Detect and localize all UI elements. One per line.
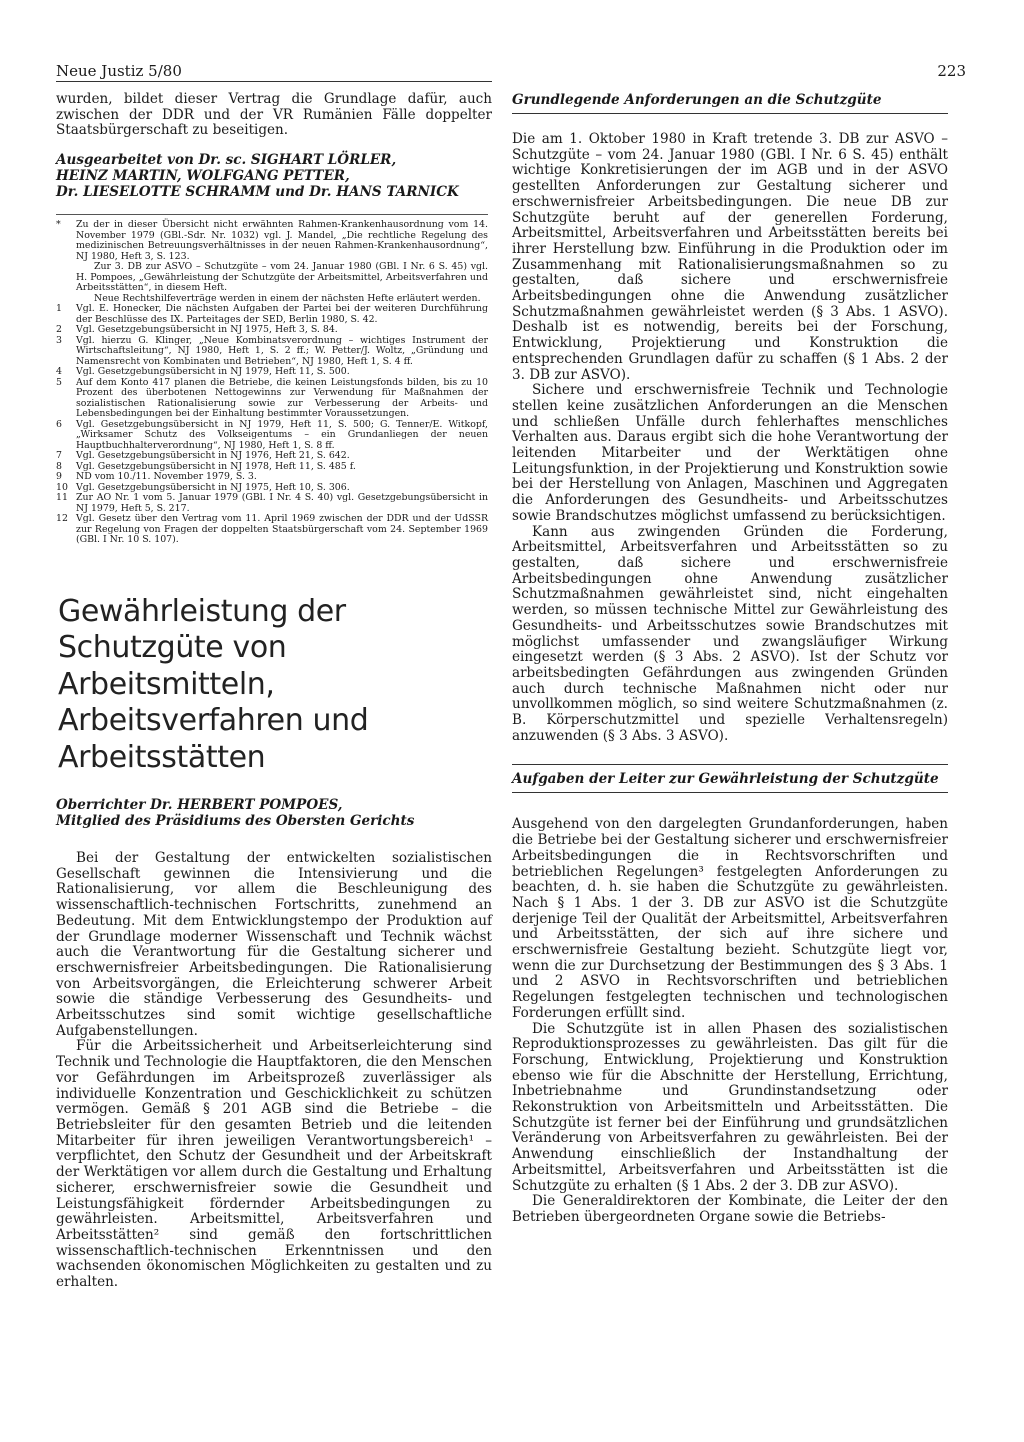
footnote-number: 1 [56, 303, 62, 315]
body-paragraph: Für die Arbeitssicherheit und Arbeitserleichterung sind Technik und Technologie die Hauptfaktoren, die den Menschen vor Gefährdungen im Arbeitsprozeß zuverlässiger als individuelle Konzentration und Geschicklichkeit zu schützen vermögen. Gemäß § 201 AGB sind die Betriebe – die Betriebsleiter für den gesamten Betrieb und die leitenden Mitarbeiter für ihren jeweiligen Verantwortungsbereich¹ – verpflichtet, den Schutz der Gesundheit und der Arbeitskraft der Werktätigen vor allem durch die Gestaltung und Erhaltung sicherer, erschwernisfreier sowie die Gesundheit und Leistungsfähigkeit fördernder Arbeitsbedingungen zu gewährleisten. Arbeitsmittel, Arbeitsverfahren und Arbeitsstätten² sind gemäß den fortschrittlichen wissenschaftlich-technischen Erkenntnissen und den wachsenden ökonomischen Möglichkeiten zu gestalten und zu erhalten. [56, 1038, 492, 1291]
page-number: 223 [937, 62, 966, 80]
footnote-text-part: Vgl. E. Honecker, Die nächsten Aufgaben der Partei bei der weiteren Durchführung der Beschlüsse des IX. Parteitages der SED, Berlin 1980, S. 42. [76, 303, 488, 325]
footnote-text-part: Vgl. hierzu G. Klinger, „Neue Kombinatsverordnung – wichtiges Instrument der Wirtschaftsleitung“, NJ 1980, Heft 1, S. 2 ff.; W. Petter/J. Woltz, „Gründung und Namensrecht von Kombinaten und Betrieben“, NJ 1980, Heft 1, S. 4 ff. [76, 334, 488, 367]
article-title: Gewährleistung der Schutzgüte von Arbeitsmitteln, Arbeitsverfahren und Arbeitsstätten [58, 593, 369, 775]
footnote [56, 420, 488, 452]
footnote-number: 9 [56, 471, 62, 483]
body-paragraph: Die Schutzgüte ist in allen Phasen des sozialistischen Reproduktionsprozesses zu gewährleisten. Das gilt für die Forschung, Entwicklung, Projektierung und Konstruktion ebenso wie für die Abschnitte der Herstellung, Errichtung, Inbetriebnahme und Grundinstandsetzung oder Rekonstruktion von Arbeitsmitteln und Arbeitsstätten. Die Schutzgüte ist ferner bei der Einführung und grundsätzlichen Veränderung von Arbeitsverfahren zu gewährleisten. Bei der Anwendung einschließlich der Instandhaltung der Arbeitsmittel, Arbeitsverfahren und Arbeitsstätten ist die Schutzgüte zu erhalten (§ 1 Abs. 2 der 3. DB zur ASVO). [512, 1020, 948, 1194]
left-column [56, 92, 492, 1291]
header-rule [56, 81, 492, 82]
footnote-number: 3 [56, 334, 62, 346]
body-paragraph: Die Generaldirektoren der Kombinate, die Leiter der den Betrieben übergeordneten Organe sowie die Betriebs- [512, 1193, 948, 1225]
footnote-text-part: Zur AO Nr. 1 vom 5. Januar 1979 (GBl. I Nr. 4 S. 40) vgl. Gesetzgebungsübersicht in NJ 1979, Heft 5, S. 217. [76, 492, 488, 514]
footnote-text [76, 514, 488, 546]
footnote-text-part: Zur 3. DB zur ASVO – Schutzgüte – vom 24. Januar 1980 (GBl. I Nr. 6 S. 45) vgl. H. Pompoes, „Gewährleistung der Schutzgüte der Arbeitsmittel, Arbeitsverfahren und Arbeitsstätten“, in diesem Heft. [76, 261, 488, 294]
section-heading-requirements: Grundlegende Anforderungen an die Schutzgüte [512, 92, 948, 114]
footnote [56, 220, 488, 304]
footnote [56, 304, 488, 325]
footnote [56, 493, 488, 514]
authors-line: HEINZ MARTIN, WOLFGANG PETTER, [56, 167, 350, 184]
footnote-text-part: Vgl. Gesetz über den Vertrag vom 11. April 1969 zwischen der DDR und der UdSSR zur Regelung von Fragen der doppelten Staatsbürgerschaft vom 24. September 1969 (GBl. I Nr. 10 S. 107). [76, 513, 488, 546]
footnote-text [76, 336, 488, 368]
footnote-number: 11 [56, 492, 68, 504]
footnote-number: 6 [56, 418, 62, 430]
footnote-text-part: Vgl. Gesetzgebungsübersicht in NJ 1975, Heft 10, S. 306. [76, 481, 350, 493]
footnote-number: 4 [56, 366, 62, 378]
footnote-number: 2 [56, 324, 62, 336]
footnote-number: 7 [56, 450, 62, 462]
footnote-text-part: Neue Rechtshilfeverträge werden in einem der nächsten Hefte erläutert werden. [94, 292, 481, 304]
footnote-number: 8 [56, 460, 62, 472]
authors-line: Dr. LIESELOTTE SCHRAMM und Dr. HANS TARNICK [56, 183, 459, 200]
footnote [56, 514, 488, 546]
footnote-text-part: ND vom 10./11. November 1979, S. 3. [76, 471, 257, 483]
footnote-number: 12 [56, 513, 68, 525]
body-paragraph: Ausgehend von den dargelegten Grundanforderungen, haben die Betriebe bei der Gestaltung sicherer und erschwernisfreier Arbeitsbedingungen die in Rechtsvorschriften und betrieblichen Regelungen³ festgelegten Anforderungen zu beachten, d. h. sie haben die Schutzgüte zu gewährleisten. Nach § 1 Abs. 1 der 3. DB zur ASVO ist die Schutzgüte derjenige Teil der Qualität der Arbeitsmittel, Arbeitsverfahren und Arbeitsstätten, der sich auf ihre sichere und erschwernisfreie Gestaltung bezieht. Schutzgüte liegt vor, wenn die zur Durchsetzung der Bestimmungen des § 3 Abs. 1 und 2 ASVO in Rechtsvorschriften und betrieblichen Regelungen festgelegten technischen und technologischen Forderungen erfüllt sind. [512, 816, 948, 1021]
running-header-journal: Neue Justiz 5/80 [56, 62, 182, 80]
footnote-text [76, 420, 488, 452]
footnote [56, 336, 488, 368]
footnote-text-part: Zu der in dieser Übersicht nicht erwähnten Rahmen-Krankenhausordnung vom 14. November 1979 (GBl.-Sdr. Nr. 1032) vgl. J. Mandel, „Die rechtliche Regelung des medizinischen Betreuungsverhältnisses in der neuen Rahmen-Krankenhausordnung“, NJ 1980, Heft 3, S. 123. [76, 219, 488, 262]
body-paragraph: Die am 1. Oktober 1980 in Kraft tretende 3. DB zur ASVO – Schutzgüte – vom 24. Januar 1980 (GBl. I Nr. 6 S. 45) enthält wichtige Konkretisierungen der im AGB und in der ASVO gestellten Anforderungen zur Gestaltung sicherer und erschwernisfreier Arbeitsbedingungen. Die neue DB zur Schutzgüte beruht auf der generellen Forderung, Arbeitsmittel, Arbeitsverfahren und Arbeitsstätten bereits bei ihrer Herstellung bzw. Einführung in die Produktion oder im Zusammenhang mit Rationalisierungsmaßnahmen so zu gestalten, daß sichere und erschwernisfreie Arbeitsbedingungen ohne die Anwendung zusätzlicher Schutzmaßnahmen gewährleistet werden (§ 3 Abs. 1 ASVO). Deshalb ist es notwendig, bereits bei der Forschung, Entwicklung, Projektierung und Konstruktion die entsprechenden Grundlagen dafür zu schaffen (§ 1 Abs. 2 der 3. DB zur ASVO). [512, 131, 948, 383]
footnote-text [76, 378, 488, 420]
body-paragraph: Sichere und erschwernisfreie Technik und Technologie stellen keine zusätzlichen Anforderungen an die Menschen und schließen Unfälle durch fehlerhaftes menschliches Verhalten aus. Daraus ergibt sich die hohe Verantwortung der leitenden Mitarbeiter und der Werktätigen ohne Leitungsfunktion, in der Projektierung und Konstruktion sowie bei der Herstellung von Anlagen, Maschinen und Aggregaten die Anforderungen des Gesundheits- und Arbeitsschutzes sowie Brandschutzes möglichst umfassend zu berücksichtigen. [512, 382, 948, 524]
footnote-text-part: Vgl. Gesetzgebungsübersicht in NJ 1978, Heft 11, S. 485 f. [76, 460, 356, 472]
right-column [512, 92, 948, 1226]
footnote-text [76, 220, 488, 304]
footnote [56, 378, 488, 420]
footnote-number: 10 [56, 481, 68, 493]
byline-role: Mitglied des Präsidiums des Obersten Gerichts [56, 813, 415, 830]
body-paragraph: Bei der Gestaltung der entwickelten sozialistischen Gesellschaft gewinnen die Intensivierung und die Rationalisierung, vor allem die Beschleunigung des wissenschaftlich-technischen Fortschritts, zunehmend an Bedeutung. Mit dem Entwicklungstempo der Produktion auf der Grundlage moderner Wissenschaft und Technik wächst auch die Verantwortung für die Gestaltung sicherer und erschwernisfreier Arbeitsbedingungen. Die Rationalisierung von Arbeitsvorgängen, die Erleichterung schwerer Arbeit sowie die ständige Verbesserung des Gesundheits- und Arbeitsschutzes sind somit wichtige gesellschaftliche Aufgabenstellungen. [56, 850, 492, 1039]
footnote-number: * [56, 219, 61, 231]
footnote-number: 5 [56, 376, 62, 388]
footnote-text-part: Vgl. Gesetzgebungsübersicht in NJ 1975, Heft 3, S. 84. [76, 324, 338, 336]
footnotes [56, 214, 488, 546]
footnote-text [76, 493, 488, 514]
footnote-text-part: Vgl. Gesetzgebungsübersicht in NJ 1979, Heft 11, S. 500. [76, 366, 350, 378]
intro-paragraph: wurden, bildet dieser Vertrag die Grundlage dafür, auch zwischen der DDR und der VR Rumänien Fälle doppelter Staatsbürgerschaft zu beseitigen. [56, 91, 492, 139]
article-byline [56, 798, 492, 830]
footnote-text-part: Vgl. Gesetzgebungsübersicht in NJ 1979, Heft 11, S. 500; G. Tenner/E. Witkopf, „Wirksamer Schutz des Volkseigentums – ein Grundanliegen der neuen Hauptbuchhalterverordnung“, NJ 1980, Heft 1, S. 8 ff. [76, 418, 488, 451]
section-heading-tasks: Aufgaben der Leiter zur Gewährleistung der Schutzgüte [512, 764, 948, 793]
byline-author: Oberrichter Dr. HERBERT POMPOES, [56, 797, 343, 814]
footnote-text-part: Auf dem Konto 417 planen die Betriebe, die keinen Leistungsfonds bilden, bis zu 10 Prozent des überbotenen Nettogewinns zur Verwendung für Maßnahmen der sozialistischen Rationalisierung sowie zur Verbesserung der Arbeits- und Lebensbedingungen bei der Einhaltung bestimmter Voraussetzungen. [76, 376, 488, 420]
footnote-text-part: Vgl. Gesetzgebungsübersicht in NJ 1976, Heft 21, S. 642. [76, 450, 350, 462]
authors-line: Ausgearbeitet von Dr. sc. SIGHART LÖRLER, [56, 152, 397, 169]
footnote-text [76, 304, 488, 325]
authors-block [56, 153, 492, 200]
body-paragraph: Kann aus zwingenden Gründen die Forderung, Arbeitsmittel, Arbeitsverfahren und Arbeitsstätten so zu gestalten, daß sichere und erschwernisfreie Arbeitsbedingungen ohne Anwendung zusätzlicher Schutzmaßnahmen gewährleistet sind, nicht eingehalten werden, so müssen technische Mittel zur Gewährleistung des Gesundheits- und Arbeitsschutzes sowie Brandschutzes mit möglichst umfassender und zwangsläufiger Wirkung eingesetzt werden (§ 3 Abs. 2 ASVO). Ist der Schutz vor arbeitsbedingten Gefährdungen aus zwingenden Gründen auch durch technische Maßnahmen nicht oder nur unvollkommen möglich, so sind weitere Schutzmaßnahmen (z. B. Körperschutzmittel und spezielle Verhaltensregeln) anzuwenden (§ 3 Abs. 3 ASVO). [512, 523, 948, 744]
